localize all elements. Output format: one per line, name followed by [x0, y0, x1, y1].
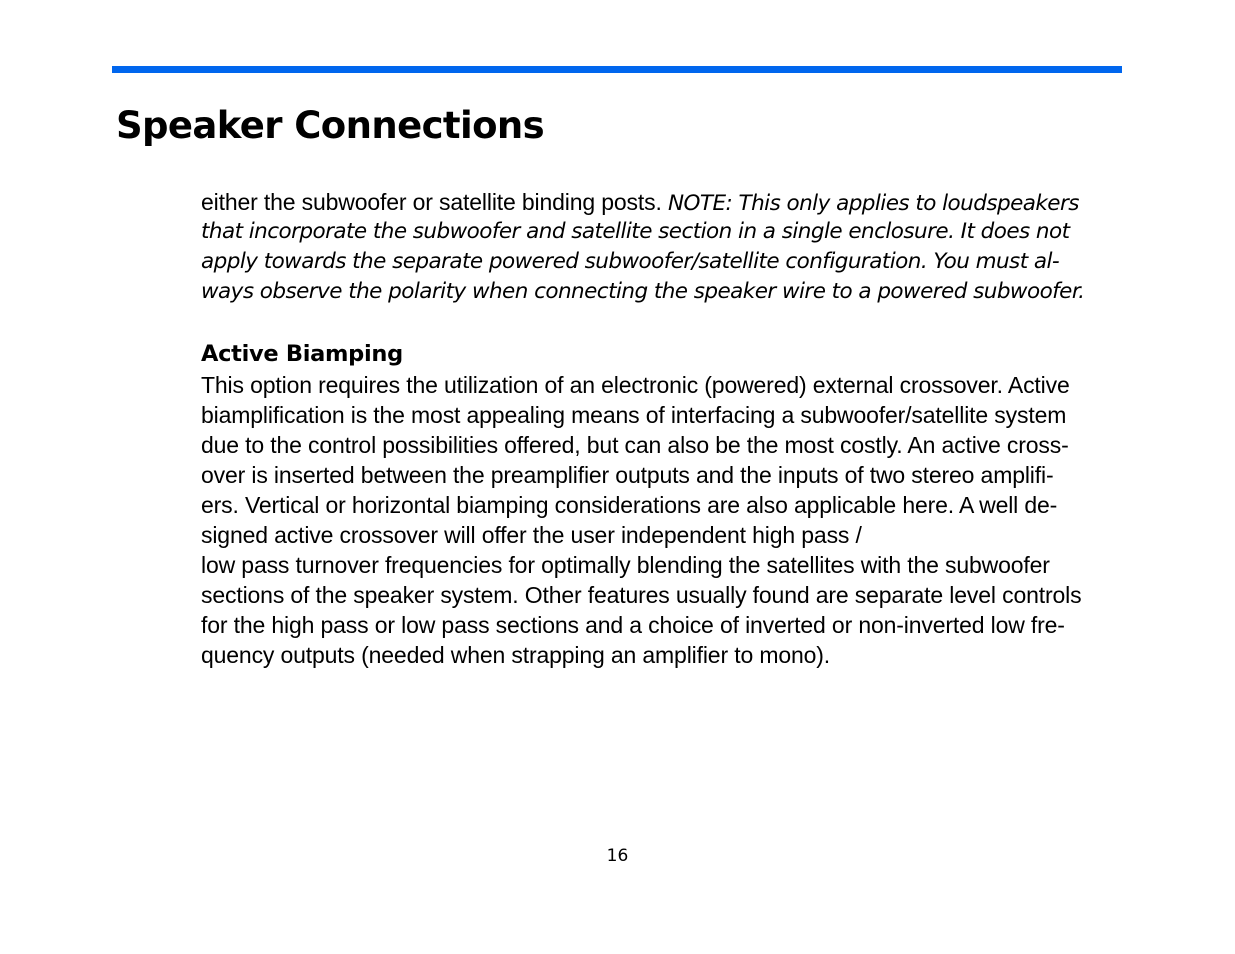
paragraph-line: biamplification is the most appealing means of interfacing a subwoofer/satellite system [201, 402, 1067, 428]
note-text: NOTE: This only applies to loudspeakers [667, 191, 1079, 216]
paragraph-line: signed active crossover will offer the user independent high pass / [201, 522, 862, 548]
intro-line [201, 187, 1176, 217]
note-line: ways observe the polarity when connecting the speaker wire to a powered subwoofer. [201, 279, 1085, 304]
paragraph-line: quency outputs (needed when strapping an amplifier to mono). [201, 642, 831, 668]
page-title: Speaker Connections [116, 104, 545, 147]
note-line: that incorporate the subwoofer and satellite section in a single enclosure. It does not [201, 219, 1070, 244]
section-heading: Active Biamping [201, 341, 403, 367]
paragraph-line: for the high pass or low pass sections and a choice of inverted or non-inverted low fre- [201, 612, 1065, 638]
paragraph-line: over is inserted between the preamplifier outputs and the inputs of two stereo amplifi- [201, 462, 1054, 488]
section-paragraph [201, 370, 1176, 670]
paragraph-line: due to the control possibilities offered, but can also be the most costly. An active cross- [201, 432, 1069, 458]
note-line: apply towards the separate powered subwoofer/satellite configuration. You must al- [201, 249, 1060, 274]
paragraph-line: sections of the speaker system. Other features usually found are separate level controls [201, 582, 1082, 608]
intro-paragraph [201, 187, 1176, 307]
paragraph-line: low pass turnover frequencies for optimally blending the satellites with the subwoofer [201, 552, 1050, 578]
paragraph-line: This option requires the utilization of an electronic (powered) external crossover. Active [201, 372, 1070, 398]
header-rule [112, 66, 1122, 73]
intro-plain-text: either the subwoofer or satellite binding posts. [201, 189, 668, 215]
paragraph-line: ers. Vertical or horizontal biamping considerations are also applicable here. A well de- [201, 492, 1058, 518]
page-number: 16 [606, 846, 629, 866]
